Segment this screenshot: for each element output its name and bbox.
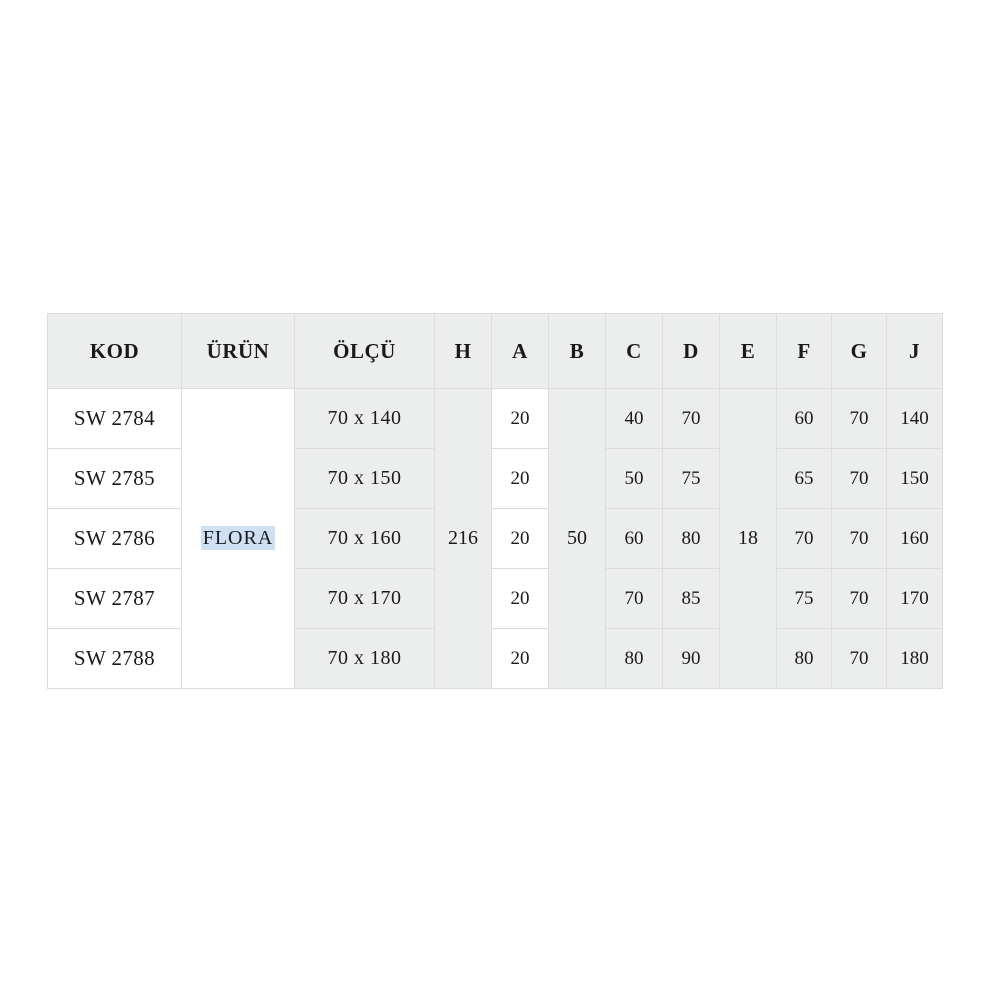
cell-c: 60 bbox=[606, 509, 663, 569]
cell-f: 75 bbox=[777, 569, 832, 629]
cell-kod: SW 2788 bbox=[48, 629, 182, 689]
column-header-kod: KOD bbox=[48, 314, 182, 389]
cell-kod: SW 2785 bbox=[48, 449, 182, 509]
cell-a: 20 bbox=[492, 509, 549, 569]
column-header-f: F bbox=[777, 314, 832, 389]
cell-d: 90 bbox=[663, 629, 720, 689]
cell-kod: SW 2786 bbox=[48, 509, 182, 569]
cell-a: 20 bbox=[492, 449, 549, 509]
cell-g: 70 bbox=[832, 389, 887, 449]
cell-olcu: 70 x 140 bbox=[295, 389, 435, 449]
column-header-olcu: ÖLÇÜ bbox=[295, 314, 435, 389]
column-header-j: J bbox=[887, 314, 943, 389]
cell-e: 18 bbox=[720, 389, 777, 689]
column-header-e: E bbox=[720, 314, 777, 389]
cell-h: 216 bbox=[435, 389, 492, 689]
cell-d: 85 bbox=[663, 569, 720, 629]
cell-g: 70 bbox=[832, 509, 887, 569]
cell-j: 140 bbox=[887, 389, 943, 449]
cell-c: 80 bbox=[606, 629, 663, 689]
cell-d: 80 bbox=[663, 509, 720, 569]
cell-d: 75 bbox=[663, 449, 720, 509]
cell-f: 80 bbox=[777, 629, 832, 689]
cell-j: 160 bbox=[887, 509, 943, 569]
column-header-a: A bbox=[492, 314, 549, 389]
cell-c: 50 bbox=[606, 449, 663, 509]
column-header-h: H bbox=[435, 314, 492, 389]
cell-kod: SW 2784 bbox=[48, 389, 182, 449]
cell-d: 70 bbox=[663, 389, 720, 449]
column-header-g: G bbox=[832, 314, 887, 389]
cell-kod: SW 2787 bbox=[48, 569, 182, 629]
table-body bbox=[48, 389, 943, 689]
table-header bbox=[48, 314, 943, 389]
column-header-urun: ÜRÜN bbox=[182, 314, 295, 389]
cell-f: 70 bbox=[777, 509, 832, 569]
header-row bbox=[48, 314, 943, 389]
cell-f: 65 bbox=[777, 449, 832, 509]
cell-b: 50 bbox=[549, 389, 606, 689]
spec-table-container bbox=[47, 313, 942, 689]
cell-g: 70 bbox=[832, 569, 887, 629]
column-header-d: D bbox=[663, 314, 720, 389]
cell-a: 20 bbox=[492, 569, 549, 629]
cell-olcu: 70 x 180 bbox=[295, 629, 435, 689]
cell-olcu: 70 x 170 bbox=[295, 569, 435, 629]
cell-j: 150 bbox=[887, 449, 943, 509]
cell-olcu: 70 x 160 bbox=[295, 509, 435, 569]
cell-g: 70 bbox=[832, 449, 887, 509]
cell-f: 60 bbox=[777, 389, 832, 449]
table-row bbox=[48, 389, 943, 449]
cell-a: 20 bbox=[492, 629, 549, 689]
cell-brand bbox=[182, 389, 295, 689]
product-spec-table bbox=[47, 313, 943, 689]
column-header-b: B bbox=[549, 314, 606, 389]
cell-a: 20 bbox=[492, 389, 549, 449]
cell-j: 170 bbox=[887, 569, 943, 629]
cell-c: 70 bbox=[606, 569, 663, 629]
cell-olcu: 70 x 150 bbox=[295, 449, 435, 509]
cell-j: 180 bbox=[887, 629, 943, 689]
brand-label: FLORA bbox=[202, 527, 274, 549]
cell-c: 40 bbox=[606, 389, 663, 449]
cell-g: 70 bbox=[832, 629, 887, 689]
column-header-c: C bbox=[606, 314, 663, 389]
